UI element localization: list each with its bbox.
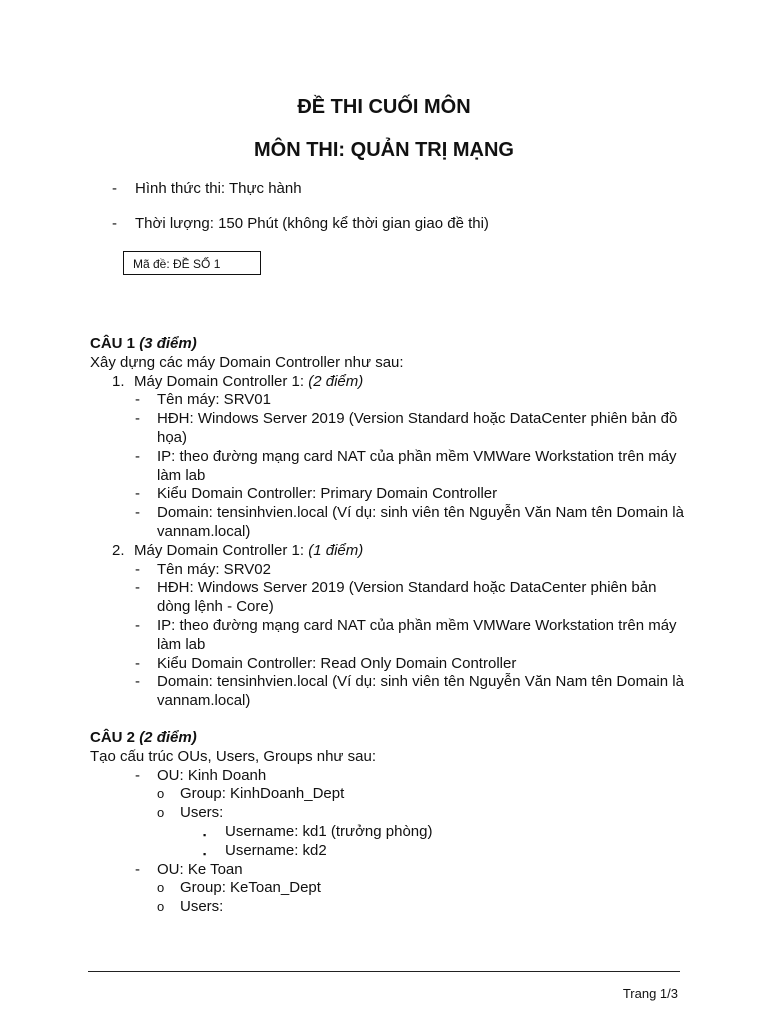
dash-bullet: - (135, 410, 140, 428)
item-label: Máy Domain Controller 1: (134, 372, 305, 390)
exam-subject: MÔN THI: QUẢN TRỊ MẠNG (254, 139, 514, 161)
dash-bullet: - (135, 860, 140, 878)
format-text: Hình thức thi: Thực hành (135, 180, 302, 197)
username-text: Username: kd2 (225, 841, 327, 859)
exam-code-box: Mã đề: ĐỀ SỐ 1 (123, 251, 261, 275)
detail-item (90, 655, 690, 674)
circle-bullet-icon: o (157, 899, 165, 915)
spacer (90, 711, 690, 729)
detail-item (90, 579, 690, 617)
item-number: 2. (112, 541, 125, 559)
detail-item (90, 504, 690, 542)
group-text: Group: KeToan_Dept (180, 879, 321, 897)
dash-bullet: - (135, 654, 140, 672)
question-intro: Tạo cấu trúc OUs, Users, Groups như sau: (90, 747, 376, 765)
group-text: Group: KinhDoanh_Dept (180, 785, 345, 803)
detail-item (90, 391, 690, 410)
circle-bullet-icon: o (157, 805, 165, 821)
dash-bullet: - (135, 673, 140, 691)
detail-text: Kiểu Domain Controller: Read Only Domain Controller (157, 654, 517, 672)
dash-bullet: - (135, 560, 140, 578)
list-item (90, 373, 690, 392)
users-label: Users: (180, 804, 224, 822)
dash-bullet: - (135, 766, 140, 784)
ou-users (90, 898, 690, 917)
page-number: Trang 1/3 (622, 986, 678, 1001)
item-points: (1 điểm) (308, 541, 364, 559)
dash-bullet: - (135, 485, 140, 503)
question-points: (2 điểm) (139, 728, 197, 746)
question-label: CÂU 2 (90, 728, 136, 746)
circle-bullet-icon: o (157, 786, 165, 802)
item-points: (2 điểm) (308, 372, 364, 390)
detail-text: IP: theo đường mạng card NAT của phần mềm VMWare Workstation trên máy làm lab (157, 447, 677, 484)
detail-text: Kiểu Domain Controller: Primary Domain Controller (157, 485, 498, 503)
duration-text: Thời lượng: 150 Phút (không kể thời gian giao đề thi) (135, 215, 489, 232)
user-item (90, 823, 690, 842)
detail-item (90, 485, 690, 504)
circle-bullet-icon: o (157, 880, 165, 896)
dash-bullet: - (135, 579, 140, 597)
detail-text: Domain: tensinhvien.local (Ví dụ: sinh viên tên Nguyễn Văn Nam tên Domain là vannam.local) (157, 673, 684, 710)
footer-divider (88, 971, 680, 972)
detail-item (90, 673, 690, 711)
item-label: Máy Domain Controller 1: (134, 541, 305, 559)
question-points: (3 điểm) (139, 335, 197, 352)
dash-bullet: - (135, 504, 140, 522)
detail-text: HĐH: Windows Server 2019 (Version Standard hoặc DataCenter phiên bản dòng lệnh - Core) (157, 579, 657, 616)
ou-group (90, 785, 690, 804)
users-label: Users: (180, 898, 224, 916)
dash-bullet: - (135, 447, 140, 465)
list-item (90, 542, 690, 561)
detail-text: IP: theo đường mạng card NAT của phần mềm VMWare Workstation trên máy làm lab (157, 616, 677, 653)
square-bullet-icon: ▪ (203, 829, 207, 840)
detail-item (90, 448, 690, 486)
detail-item (90, 561, 690, 580)
exam-body (90, 335, 690, 917)
square-bullet-icon: ▪ (203, 848, 207, 859)
user-item (90, 842, 690, 861)
question-label: CÂU 1 (90, 335, 136, 352)
ou-name: OU: Kinh Doanh (157, 766, 267, 784)
detail-item (90, 617, 690, 655)
dash-bullet: - (135, 391, 140, 409)
username-text: Username: kd1 (trưởng phòng) (225, 822, 433, 840)
dash-bullet: - (112, 215, 117, 232)
question-2-heading (90, 729, 690, 748)
question-1-heading (90, 335, 690, 354)
detail-text: Tên máy: SRV01 (157, 391, 271, 409)
detail-text: Domain: tensinhvien.local (Ví dụ: sinh viên tên Nguyễn Văn Nam tên Domain là vannam.local) (157, 504, 684, 540)
question-intro: Xây dựng các máy Domain Controller như sau: (90, 353, 404, 371)
detail-text: HĐH: Windows Server 2019 (Version Standard hoặc DataCenter phiên bản đồ họa) (157, 410, 678, 446)
detail-item (90, 410, 690, 448)
ou-group (90, 879, 690, 898)
ou-users (90, 804, 690, 823)
ou-item (90, 767, 690, 786)
ou-item (90, 861, 690, 880)
dash-bullet: - (112, 180, 117, 197)
item-number: 1. (112, 372, 125, 390)
dash-bullet: - (135, 616, 140, 634)
detail-text: Tên máy: SRV02 (157, 560, 271, 578)
exam-title: ĐỀ THI CUỐI MÔN (297, 96, 471, 118)
ou-name: OU: Ke Toan (157, 860, 243, 878)
